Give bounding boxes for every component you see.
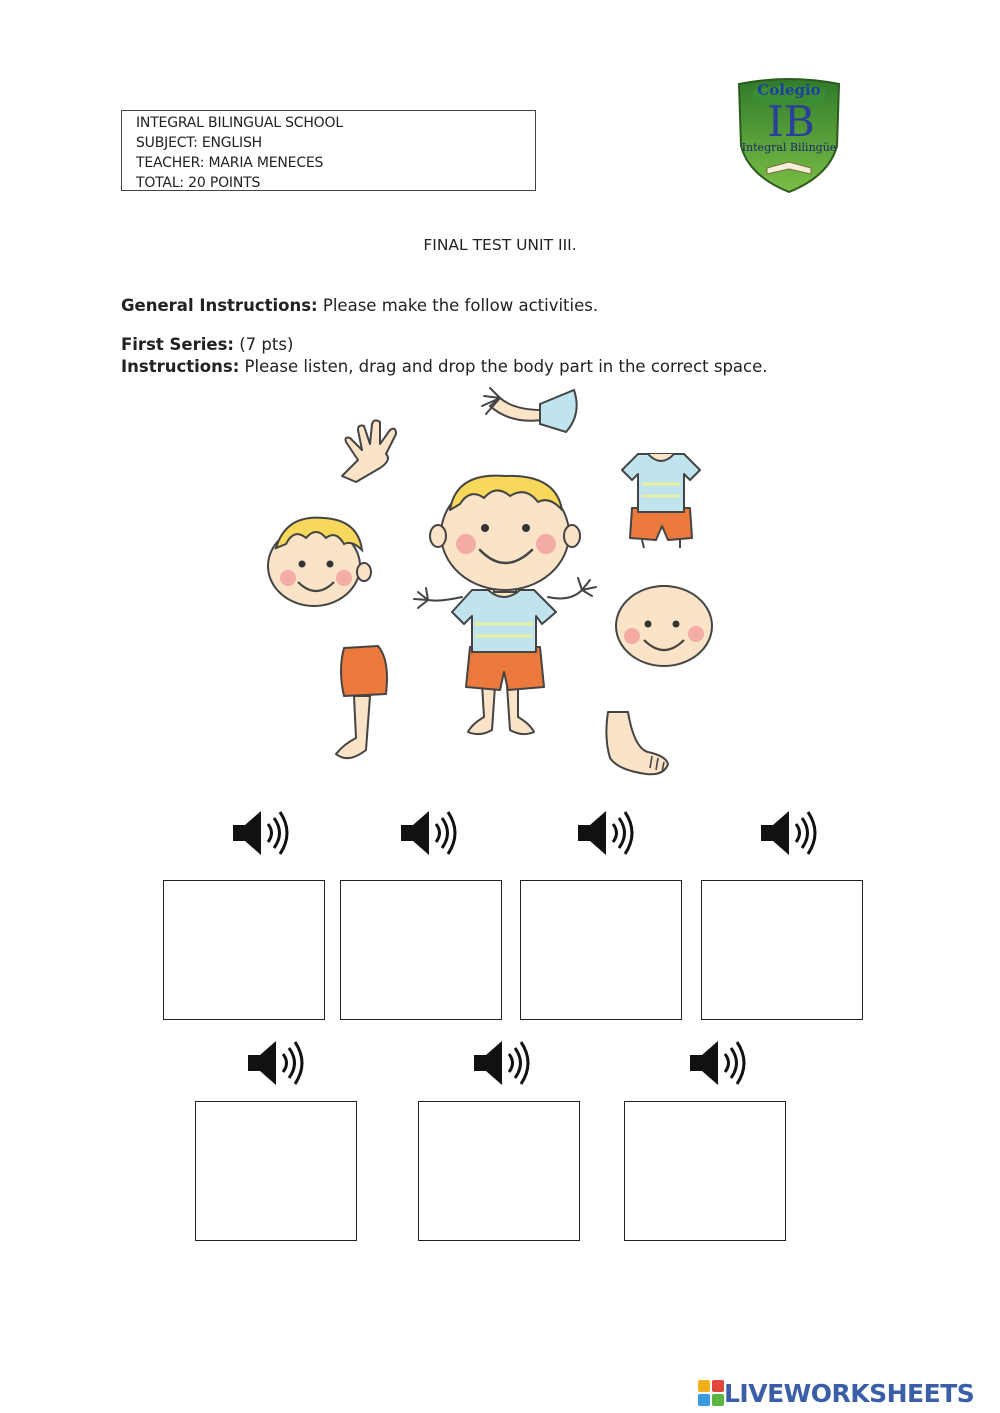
logo-bottom-text: Integral Bilingüe (741, 141, 837, 154)
speaker-icon[interactable] (246, 1037, 306, 1089)
drop-box-3[interactable] (520, 880, 682, 1020)
drop-box-5[interactable] (195, 1101, 357, 1241)
drop-box-2[interactable] (340, 880, 502, 1020)
general-instructions-text: Please make the follow activities. (317, 296, 599, 315)
first-series-points: (7 pts) (234, 335, 294, 354)
general-instructions (121, 296, 598, 315)
liveworksheets-brand: LIVEWORKSHEETS (724, 1378, 975, 1408)
torso-piece-illustration (620, 442, 702, 550)
drop-box-7[interactable] (624, 1101, 786, 1241)
teacher-line: TEACHER: MARIA MENECES (136, 155, 324, 171)
activity-instructions-text: Please listen, drag and drop the body part in the correct space. (239, 357, 768, 376)
speaker-icon[interactable] (759, 807, 819, 859)
hand-piece-illustration (336, 416, 408, 484)
speaker-icon[interactable] (399, 807, 459, 859)
speaker-icon[interactable] (576, 807, 636, 859)
logo-initials: IB (767, 97, 815, 146)
face-piece-illustration (612, 584, 716, 670)
head-piece-illustration (262, 510, 372, 610)
first-series (121, 335, 293, 354)
school-logo (733, 76, 845, 194)
header-info-box (121, 110, 536, 191)
speaker-icon[interactable] (472, 1037, 532, 1089)
arm-piece-illustration (470, 384, 582, 444)
liveworksheets-logo[interactable] (698, 1378, 974, 1408)
drop-box-1[interactable] (163, 880, 325, 1020)
activity-instructions-label: Instructions: (121, 357, 240, 376)
speaker-icon[interactable] (688, 1037, 748, 1089)
drop-box-4[interactable] (701, 880, 863, 1020)
liveworksheets-icon (698, 1380, 724, 1406)
school-name: INTEGRAL BILINGUAL SCHOOL (136, 115, 343, 131)
leg-piece-illustration (330, 640, 402, 770)
logo-top-text: Colegio (757, 81, 821, 99)
drop-box-6[interactable] (418, 1101, 580, 1241)
foot-piece-illustration (598, 708, 674, 782)
speaker-icon[interactable] (231, 807, 291, 859)
full-boy-illustration (400, 462, 610, 752)
test-title: FINAL TEST UNIT III. (423, 236, 577, 254)
total-points-line: TOTAL: 20 POINTS (136, 175, 261, 191)
subject-line: SUBJECT: ENGLISH (136, 135, 262, 151)
first-series-label: First Series: (121, 335, 234, 354)
general-instructions-label: General Instructions: (121, 296, 318, 315)
activity-instructions (121, 357, 768, 376)
